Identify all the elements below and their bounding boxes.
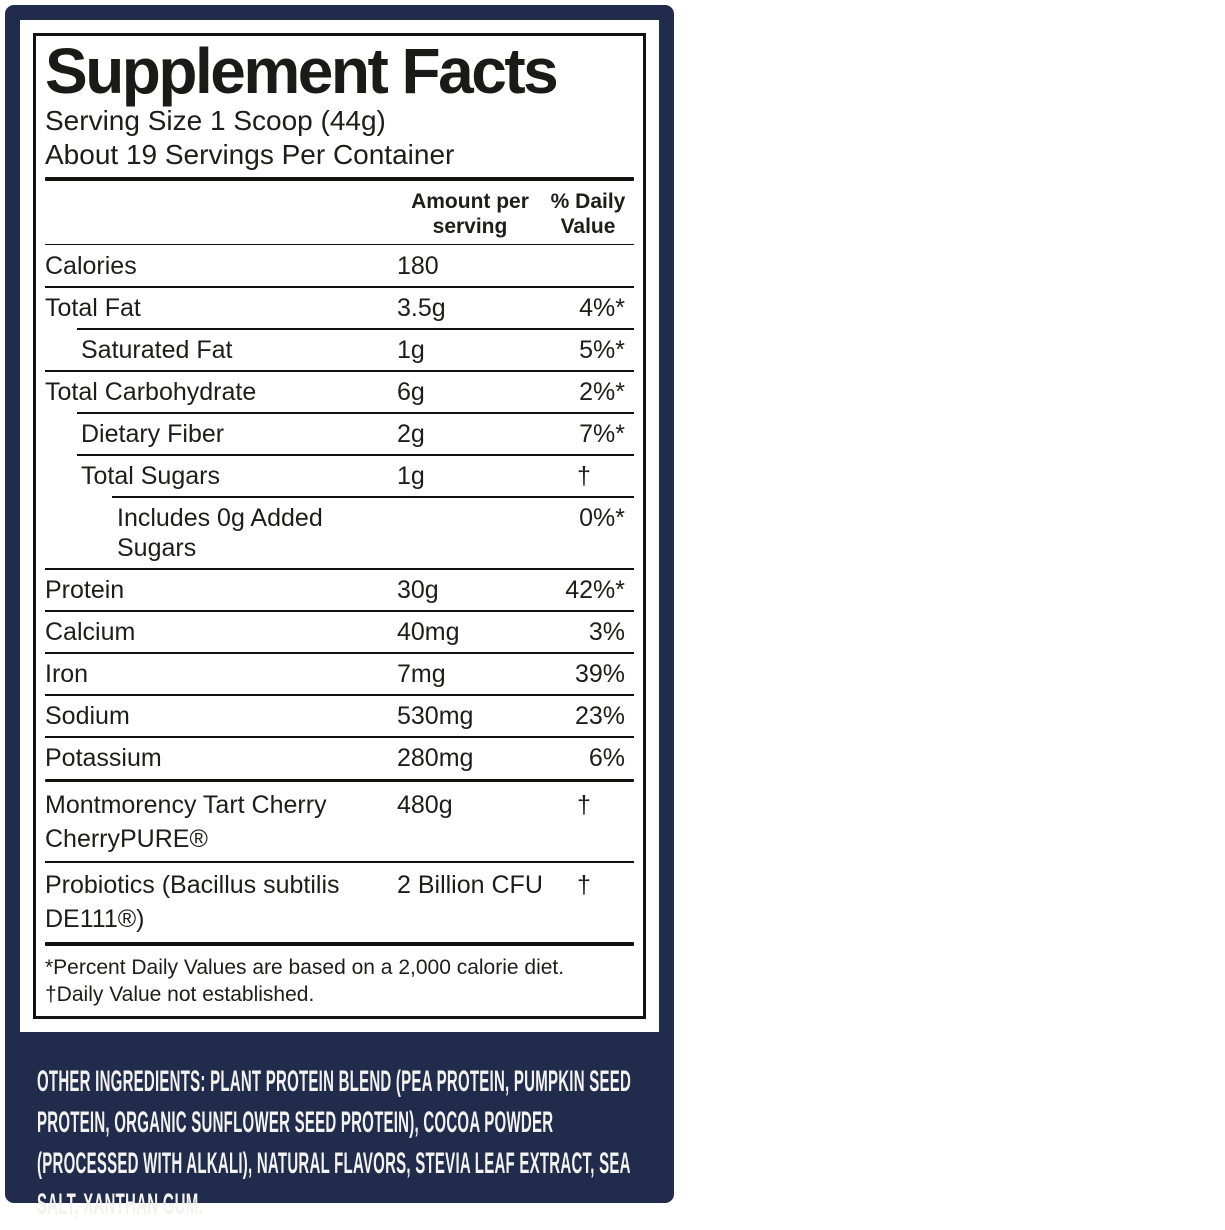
- label-title: Supplement Facts: [45, 35, 557, 107]
- row-tart-cherry: Montmorency Tart Cherry CherryPURE® 480g †: [45, 791, 591, 854]
- row-iron: Iron 7mg 39%: [45, 653, 634, 695]
- row-protein: Protein 30g 42%*: [45, 569, 634, 611]
- footnotes: [45, 954, 634, 1008]
- row-probiotics: Probiotics (Bacillus subtilis DE111®) 2 Billion CFU †: [45, 862, 634, 942]
- row-calories: Calories 180: [45, 251, 439, 280]
- row-added-sugars: Includes 0g Added Sugars 0%*: [45, 497, 634, 569]
- daily-value-column-header: % Daily Value: [550, 189, 626, 238]
- other-ingredients-line: (PROCESSED WITH ALKALI), NATURAL FLAVORS, STEVIA LEAF EXTRACT, SEA: [37, 1147, 631, 1180]
- other-ingredients-line: PROTEIN, ORGANIC SUNFLOWER SEED PROTEIN), COCOA POWDER: [37, 1106, 554, 1139]
- row-total-sugars: Total Sugars 1g †: [45, 455, 634, 497]
- serving-size: Serving Size 1 Scoop (44g): [45, 105, 386, 136]
- column-header-spacer: [45, 189, 397, 239]
- row-total-carbohydrate: Total Carbohydrate 6g 2%*: [45, 371, 634, 413]
- divider-bar-thick: [45, 942, 634, 946]
- row-dietary-fiber: Dietary Fiber 2g 7%*: [45, 413, 634, 455]
- footnote-dagger: †Daily Value not established.: [45, 982, 315, 1006]
- footnote-daily-values: *Percent Daily Values are based on a 2,000 calorie diet.: [45, 955, 565, 979]
- other-ingredients-line: SALT, XANTHAN GUM.: [37, 1188, 203, 1221]
- other-ingredients-line: OTHER INGREDIENTS: PLANT PROTEIN BLEND (PEA PROTEIN, PUMPKIN SEED: [37, 1065, 632, 1098]
- row-calcium: Calcium 40mg 3%: [45, 611, 634, 653]
- supplement-facts-box: [33, 33, 646, 1019]
- amount-column-header: Amount per serving: [411, 189, 529, 238]
- supplement-facts-panel: [20, 20, 659, 1032]
- row-saturated-fat: Saturated Fat 1g 5%*: [45, 329, 634, 371]
- other-ingredients-section: [5, 1032, 674, 1225]
- navy-frame: [5, 5, 674, 1221]
- row-total-fat: Total Fat 3.5g 4%*: [45, 287, 634, 329]
- column-header-row: [45, 181, 634, 244]
- row-sodium: Sodium 530mg 23%: [45, 695, 634, 737]
- row-potassium: Potassium 280mg 6%: [45, 737, 634, 779]
- servings-per-container: About 19 Servings Per Container: [45, 139, 455, 170]
- nutrient-rows: [45, 245, 634, 779]
